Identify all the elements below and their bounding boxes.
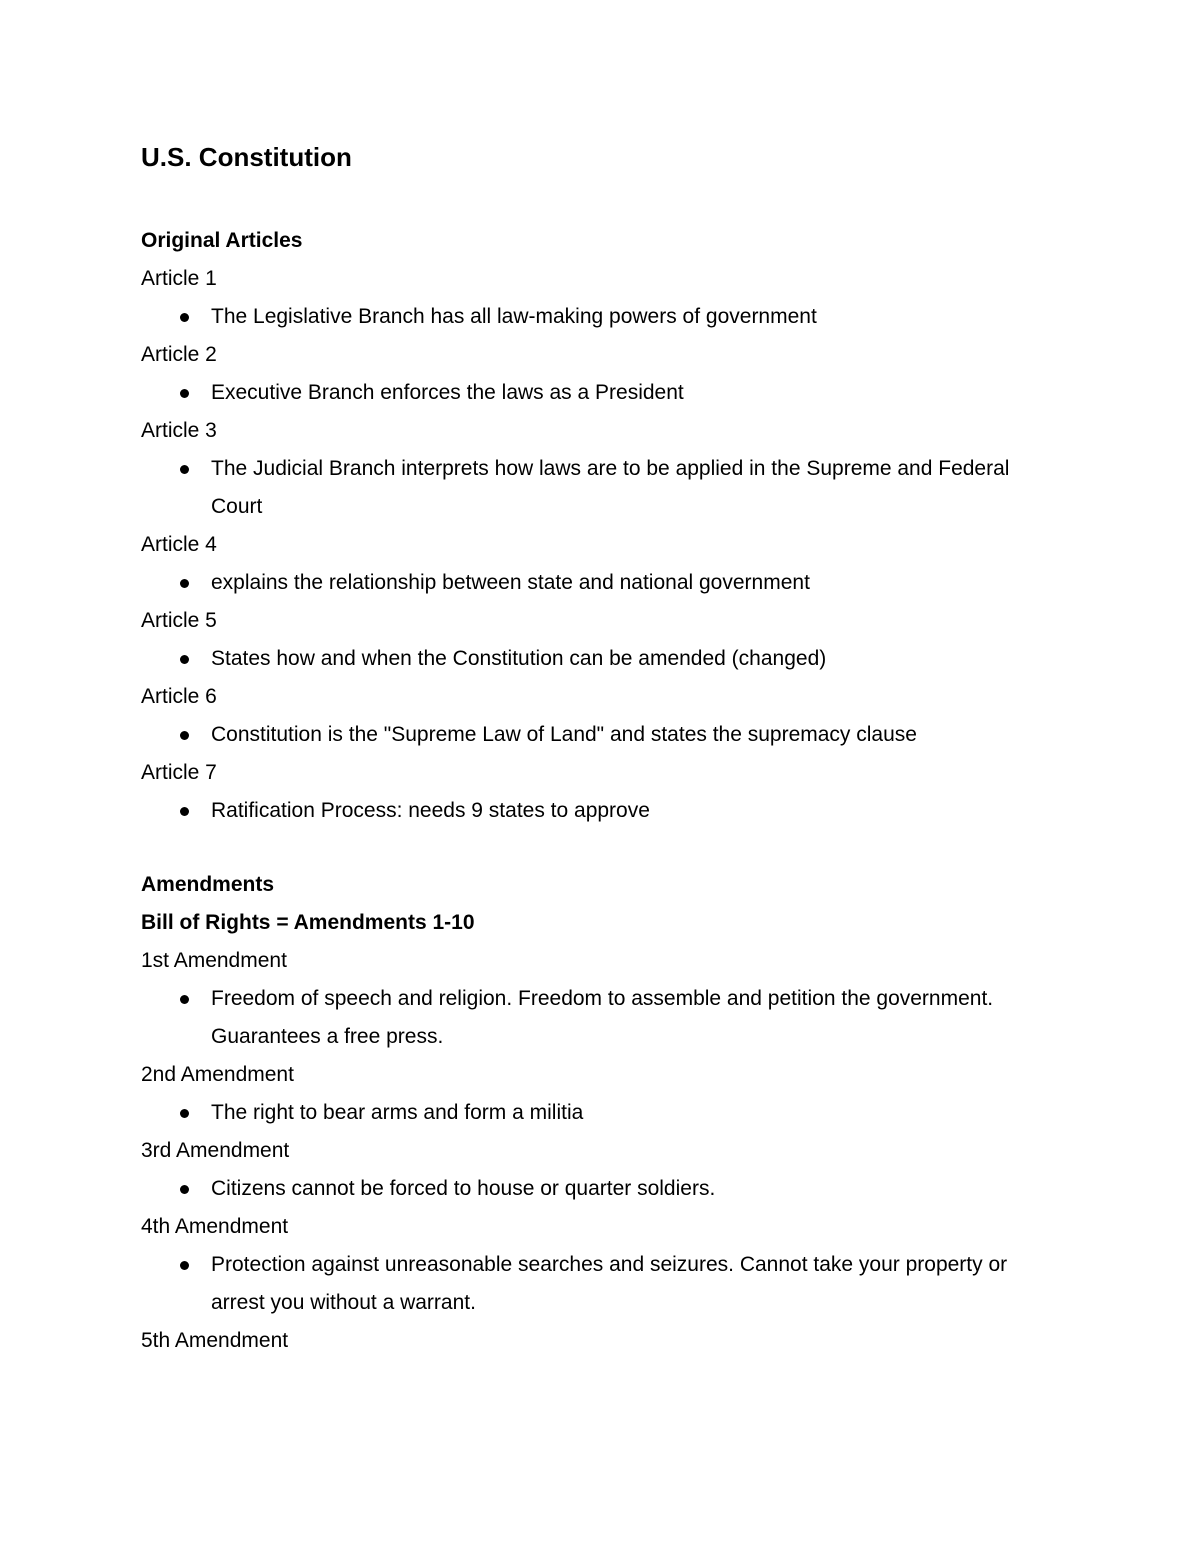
bullet-text: Citizens cannot be forced to house or quarter soldiers. [211, 1177, 716, 1200]
bullet-text: Constitution is the "Supreme Law of Land" and states the supremacy clause [211, 723, 917, 746]
article-bullet [141, 640, 1031, 678]
bullet-dot-icon [180, 1109, 189, 1118]
article-bullet [141, 374, 1031, 412]
bullet-text: States how and when the Constitution can be amended (changed) [211, 647, 827, 670]
amendment-title: 1st Amendment [141, 949, 287, 972]
bullet-dot-icon [180, 731, 189, 740]
bullet-dot-icon [180, 579, 189, 588]
article-title: Article 1 [141, 267, 217, 290]
article-bullet [141, 564, 1031, 602]
bullet-text: Executive Branch enforces the laws as a President [211, 381, 684, 404]
bill-of-rights-subheading: Bill of Rights = Amendments 1-10 [141, 911, 475, 934]
bullet-text: Ratification Process: needs 9 states to approve [211, 799, 650, 822]
article-title: Article 5 [141, 609, 217, 632]
bullet-dot-icon [180, 313, 189, 322]
amendment-bullet [141, 1246, 1031, 1322]
amendment-title: 5th Amendment [141, 1329, 289, 1352]
bullet-text: Freedom of speech and religion. Freedom to assemble and petition the government. Guarantees a free press. [211, 987, 994, 1048]
bullet-text: explains the relationship between state and national government [211, 571, 810, 594]
amendments-section [141, 866, 1101, 1360]
article-title: Article 6 [141, 685, 217, 708]
amendment-bullet [141, 980, 1031, 1056]
bullet-text: Protection against unreasonable searches and seizures. Cannot take your property or arrest you without a warrant. [211, 1253, 1008, 1314]
bullet-dot-icon [180, 465, 189, 474]
amendment-bullet [141, 1170, 1031, 1208]
article-title: Article 4 [141, 533, 217, 556]
bullet-dot-icon [180, 995, 189, 1004]
original-articles-section [141, 222, 1101, 830]
bullet-dot-icon [180, 807, 189, 816]
amendment-title: 2nd Amendment [141, 1063, 294, 1086]
article-bullet [141, 450, 1031, 526]
bullet-text: The right to bear arms and form a militia [211, 1101, 584, 1124]
article-title: Article 3 [141, 419, 217, 442]
bullet-text: The Judicial Branch interprets how laws are to be applied in the Supreme and Federal Court [211, 457, 1010, 518]
article-title: Article 2 [141, 343, 217, 366]
original-articles-heading: Original Articles [141, 229, 303, 252]
amendments-heading: Amendments [141, 873, 275, 896]
bullet-dot-icon [180, 1261, 189, 1270]
amendment-title: 4th Amendment [141, 1215, 289, 1238]
bullet-text: The Legislative Branch has all law-making powers of government [211, 305, 817, 328]
article-bullet [141, 716, 1031, 754]
article-title: Article 7 [141, 761, 217, 784]
amendment-title: 3rd Amendment [141, 1139, 290, 1162]
bullet-dot-icon [180, 655, 189, 664]
bullet-dot-icon [180, 1185, 189, 1194]
document-title: U.S. Constitution [141, 142, 352, 172]
bullet-dot-icon [180, 389, 189, 398]
article-bullet [141, 792, 1031, 830]
amendment-bullet [141, 1094, 1031, 1132]
article-bullet [141, 298, 1031, 336]
